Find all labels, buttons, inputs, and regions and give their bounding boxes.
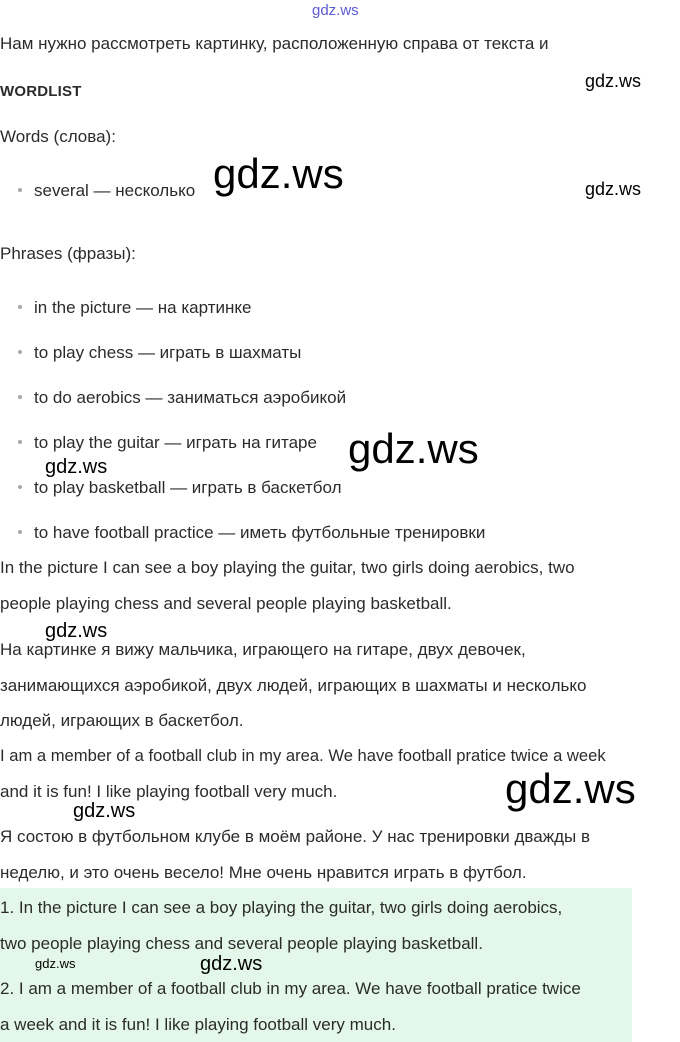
watermark: gdz.ws (585, 71, 642, 91)
phrase-entry: to play basketball — играть в баскетбол (34, 478, 342, 497)
watermark: gdz.ws (585, 179, 642, 199)
paragraph-line: I am a member of a football club in my area. We have football pratice twice a week (0, 746, 606, 765)
watermark: gdz.ws (200, 953, 263, 975)
bullet-icon (18, 350, 22, 354)
list-item (18, 478, 342, 498)
phrase-entry: in the picture — на картинке (34, 298, 252, 317)
intro-text: Нам нужно рассмотреть картинку, расположенную справа от текста и (0, 34, 549, 53)
paragraph-line: На картинке я вижу мальчика, играющего на гитаре, двух девочек, (0, 640, 526, 659)
bullet-icon (18, 440, 22, 444)
watermark: gdz.ws (213, 150, 344, 197)
list-item (18, 181, 195, 201)
paragraph-line: In the picture I can see a boy playing the guitar, two girls doing aerobics, two (0, 558, 575, 577)
bullet-icon (18, 188, 22, 192)
bullet-icon (18, 530, 22, 534)
paragraph-line: and it is fun! I like playing football very much. (0, 782, 338, 801)
list-item (18, 343, 301, 363)
phrase-entry: to play the guitar — играть на гитаре (34, 433, 317, 452)
watermark: gdz.ws (73, 800, 136, 822)
word-entry: several — несколько (34, 181, 196, 200)
paragraph-line: people playing chess and several people playing basketball. (0, 594, 452, 613)
watermark: gdz.ws (45, 620, 108, 642)
paragraph-line: Я состою в футбольном клубе в моём районе. У нас тренировки дважды в (0, 827, 590, 846)
list-item (18, 433, 317, 453)
wordlist-heading: WORDLIST (0, 83, 82, 100)
watermark-top: gdz.ws (312, 2, 359, 19)
watermark: gdz.ws (505, 765, 636, 812)
phrases-label: Phrases (фразы): (0, 244, 136, 263)
watermark: gdz.ws (35, 956, 76, 971)
paragraph-line: неделю, и это очень весело! Мне очень нравится играть в футбол. (0, 863, 527, 882)
answer-line: two people playing chess and several people playing basketball. (0, 934, 483, 953)
paragraph-line: людей, играющих в баскетбол. (0, 711, 244, 730)
answer-line: a week and it is fun! I like playing football very much. (0, 1015, 396, 1034)
list-item (18, 388, 346, 408)
phrase-entry: to have football practice — иметь футбольные тренировки (34, 523, 486, 542)
bullet-icon (18, 305, 22, 309)
list-item (18, 523, 485, 543)
phrase-entry: to do aerobics — заниматься аэробикой (34, 388, 347, 407)
list-item (18, 298, 251, 318)
paragraph-line: занимающихся аэробикой, двух людей, играющих в шахматы и несколько (0, 676, 587, 695)
words-label: Words (слова): (0, 127, 116, 146)
bullet-icon (18, 395, 22, 399)
watermark: gdz.ws (348, 425, 479, 472)
watermark: gdz.ws (45, 456, 108, 478)
answer-line: 1. In the picture I can see a boy playing the guitar, two girls doing aerobics, (0, 898, 563, 917)
phrase-entry: to play chess — играть в шахматы (34, 343, 302, 362)
answer-line: 2. I am a member of a football club in my area. We have football pratice twice (0, 979, 581, 998)
bullet-icon (18, 485, 22, 489)
